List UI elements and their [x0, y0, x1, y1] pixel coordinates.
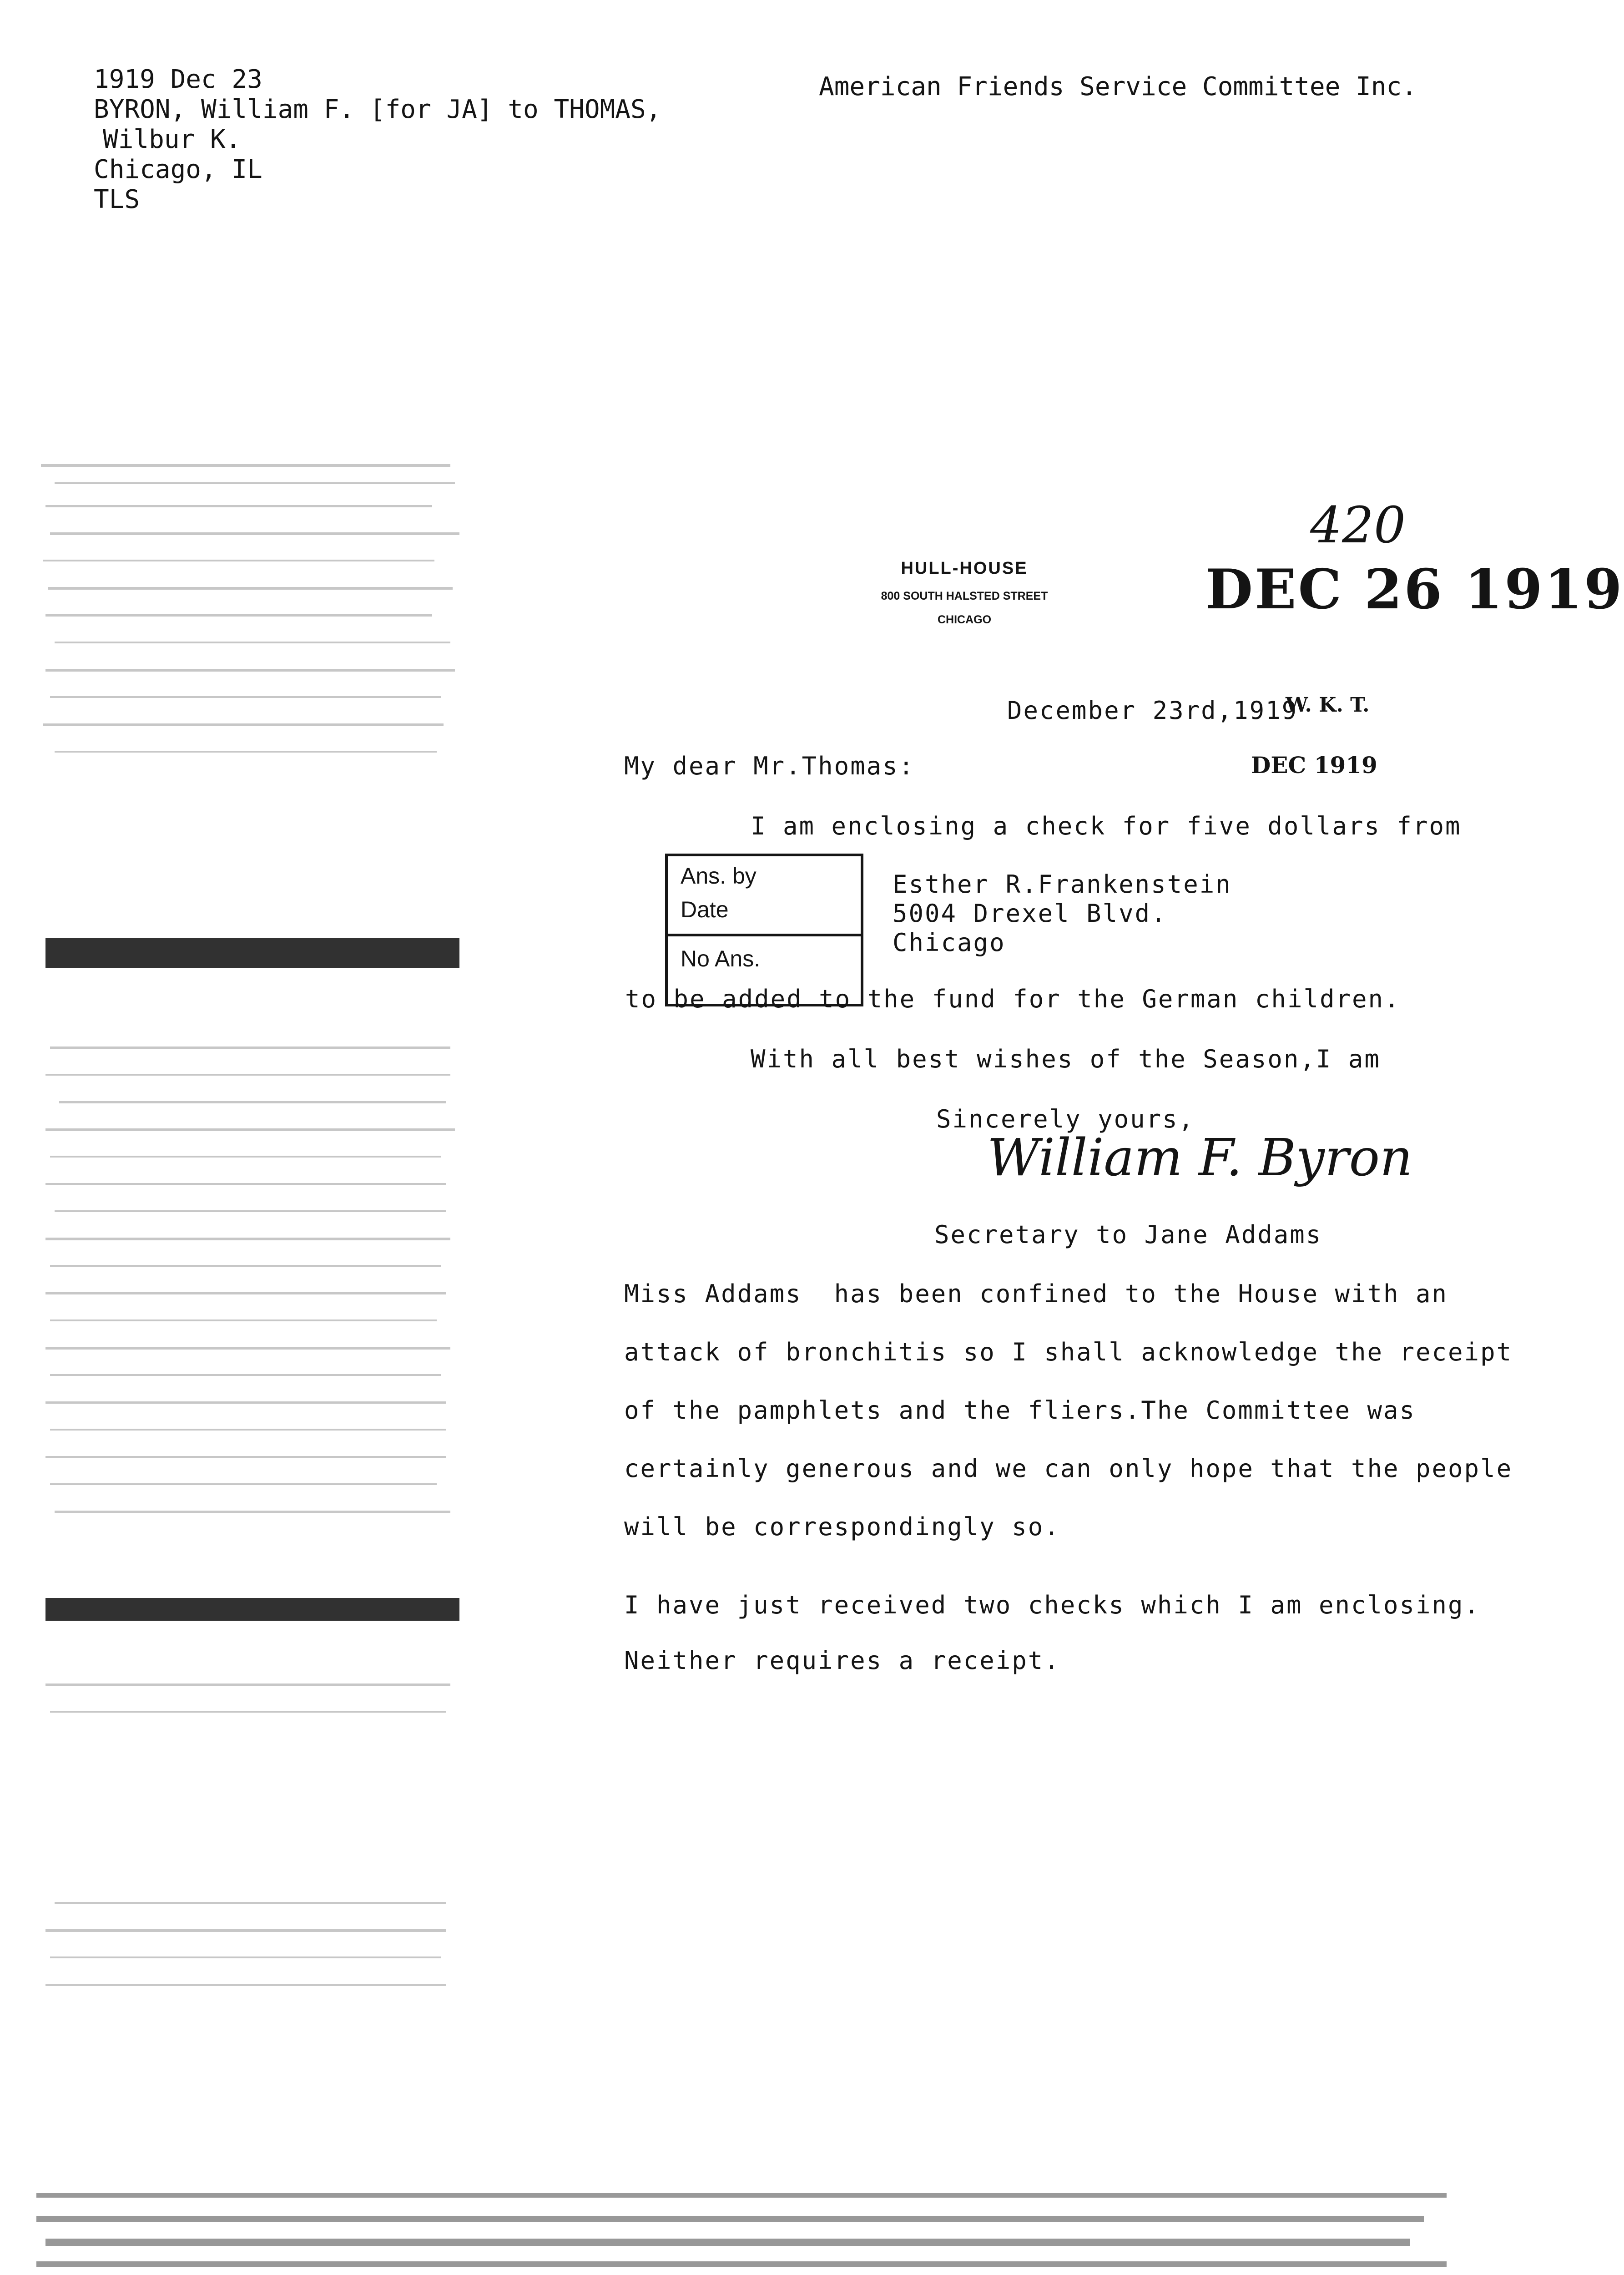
closing: Sincerely yours, — [936, 1105, 1195, 1133]
catalog-repository: American Friends Service Committee Inc. — [819, 72, 1417, 101]
body-line-1: I am enclosing a check for five dollars from — [751, 812, 1462, 840]
scan-bar-2 — [45, 1598, 459, 1621]
answer-stamp-box — [665, 854, 863, 1006]
scan-noise-bottom — [36, 2175, 1447, 2275]
answer-stamp-date: Date — [681, 897, 729, 922]
handwritten-number: 420 — [1310, 496, 1406, 554]
wishes-line: With all best wishes of the Season,I am — [751, 1045, 1381, 1073]
catalog-place: Chicago, IL — [94, 155, 262, 184]
catalog-author-line-2: Wilbur K. — [103, 125, 241, 154]
postscript-line-5: will be correspondingly so. — [624, 1512, 1060, 1541]
answer-stamp-divider — [668, 934, 861, 936]
signature: William F. Byron — [987, 1128, 1413, 1188]
catalog-author-line-1: BYRON, William F. [for JA] to THOMAS, — [94, 95, 661, 124]
donor-name: Esther R.Frankenstein — [893, 870, 1232, 899]
scan-bar-1 — [45, 938, 459, 968]
signer-title: Secretary to Jane Addams — [934, 1220, 1322, 1249]
salutation: My dear Mr.Thomas: — [624, 752, 915, 780]
letterhead-address: 800 SOUTH HALSTED STREET — [881, 590, 1048, 602]
initials-stamp: W. K. T. — [1286, 693, 1370, 717]
body-line-2: to be added to the fund for the German children. — [625, 985, 1401, 1013]
letterhead-name: HULL-HOUSE — [901, 559, 1028, 578]
postscript-line-6: I have just received two checks which I am enclosing. — [624, 1591, 1481, 1619]
date-stamp: DEC 1919 — [1251, 752, 1377, 779]
postscript-line-7: Neither requires a receipt. — [624, 1646, 1060, 1675]
postscript-line-4: certainly generous and we can only hope that the people — [624, 1454, 1513, 1483]
donor-street: 5004 Drexel Blvd. — [893, 899, 1167, 928]
postscript-line-1: Miss Addams has been confined to the House with an — [624, 1279, 1448, 1308]
postscript-line-3: of the pamphlets and the fliers.The Committee was — [624, 1396, 1416, 1425]
postscript-line-2: attack of bronchitis so I shall acknowledge the receipt — [624, 1338, 1513, 1366]
answer-stamp-ans-by: Ans. by — [681, 863, 757, 889]
letterhead-city: CHICAGO — [937, 613, 992, 626]
scan-noise-left — [0, 455, 473, 2184]
letter-date: December 23rd,1919 — [1007, 696, 1298, 725]
catalog-date: 1919 Dec 23 — [94, 65, 262, 94]
catalog-type: TLS — [94, 185, 140, 214]
donor-city: Chicago — [893, 928, 1006, 957]
received-stamp: DEC 26 1919 — [1205, 557, 1624, 622]
answer-stamp-no-ans: No Ans. — [681, 946, 761, 971]
